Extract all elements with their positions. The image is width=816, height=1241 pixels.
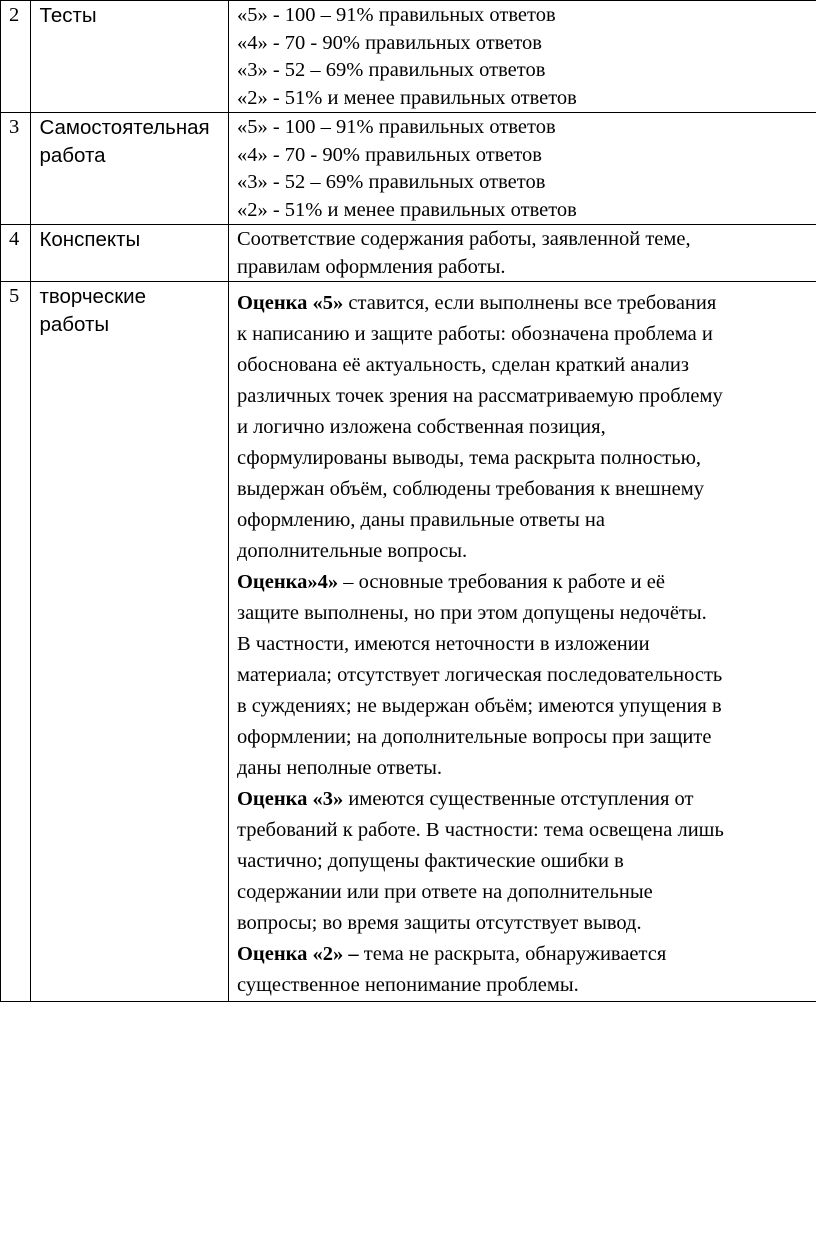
criteria-line: сформулированы выводы, тема раскрыта полностью, xyxy=(236,447,702,469)
row-title xyxy=(31,282,229,1002)
criteria-line: различных точек зрения на рассматриваемую проблему xyxy=(236,385,723,407)
grade-3-text: имеются существенные отступления от xyxy=(343,788,694,810)
table-row xyxy=(1,1,816,113)
grade-3-first-line xyxy=(237,784,816,815)
row-title-line: Самостоятельная xyxy=(39,116,210,139)
criteria-line: дополнительные вопросы. xyxy=(236,540,468,562)
row-number: 5 xyxy=(1,282,31,1002)
grade-4-first-line xyxy=(237,567,816,598)
criteria-line: «4» - 70 - 90% правильных ответов xyxy=(236,31,542,54)
row-number: 4 xyxy=(1,225,31,282)
criteria-line: защите выполнены, но при этом допущены недочёты. xyxy=(236,602,707,624)
criteria-line: «4» - 70 - 90% правильных ответов xyxy=(236,143,542,166)
criteria-line: материала; отсутствует логическая последовательность xyxy=(236,664,723,686)
criteria-line: «2» - 51% и менее правильных ответов xyxy=(236,198,577,221)
row-title-line: работы xyxy=(39,312,110,336)
criteria-cell xyxy=(228,113,816,225)
criteria-line: Соответствие содержания работы, заявленной теме, xyxy=(236,228,691,250)
criteria-line: в суждениях; не выдержан объём; имеются упущения в xyxy=(236,695,722,717)
grade-2-first-line xyxy=(237,939,816,970)
criteria-line: требований к работе. В частности: тема освещена лишь xyxy=(236,819,724,841)
criteria-line: «3» - 52 – 69% правильных ответов xyxy=(236,171,546,193)
criteria-line: «2» - 51% и менее правильных ответов xyxy=(236,86,577,109)
row-number: 2 xyxy=(1,1,31,113)
criteria-line: и логично изложена собственная позиция, xyxy=(236,416,606,438)
criteria-line: обоснована её актуальность, сделан краткий анализ xyxy=(236,354,689,376)
table-row xyxy=(1,225,816,282)
criteria-line: оформлению, даны правильные ответы на xyxy=(236,509,605,531)
criteria-cell xyxy=(228,1,816,113)
criteria-line: оформлении; на дополнительные вопросы при защите xyxy=(236,726,712,748)
grade-5-label: Оценка «5» xyxy=(236,292,344,314)
criteria-line: содержании или при ответе на дополнительные xyxy=(236,881,653,903)
criteria-line: существенное непонимание проблемы. xyxy=(236,974,579,996)
table-row xyxy=(1,113,816,225)
criteria-cell xyxy=(228,282,816,1002)
criteria-line: вопросы; во время защиты отсутствует вывод. xyxy=(236,912,642,934)
grade-5-text: ставится, если выполнены все требования xyxy=(343,292,717,314)
criteria-line: выдержан объём, соблюдены требования к внешнему xyxy=(236,478,704,500)
criteria-line: даны неполные ответы. xyxy=(236,757,443,779)
criteria-line: «5» - 100 – 91% правильных ответов xyxy=(236,4,556,26)
row-title-line: творческие xyxy=(39,285,147,308)
criteria-line: «3» - 52 – 69% правильных ответов xyxy=(236,59,546,81)
criteria-line: частично; допущены фактические ошибки в xyxy=(236,850,624,872)
row-title-line: работа xyxy=(39,143,106,167)
row-number: 3 xyxy=(1,113,31,225)
grade-2-text: тема не раскрыта, обнаруживается xyxy=(358,943,667,965)
grade-4-text: – основные требования к работе и её xyxy=(338,571,665,593)
row-title: Тесты xyxy=(31,1,229,113)
row-title xyxy=(31,113,229,225)
grade-5-first-line xyxy=(237,288,816,319)
table-row xyxy=(1,282,816,1002)
grade-3-label: Оценка «3» xyxy=(236,788,344,810)
criteria-line: В частности, имеются неточности в изложении xyxy=(236,633,650,655)
grade-2-label: Оценка «2» – xyxy=(236,943,359,965)
row-title: Конспекты xyxy=(31,225,229,282)
criteria-line: к написанию и защите работы: обозначена проблема и xyxy=(236,323,713,345)
grade-4-label: Оценка»4» xyxy=(236,571,339,593)
criteria-cell xyxy=(228,225,816,282)
criteria-line: правилам оформления работы. xyxy=(236,255,506,278)
criteria-line: «5» - 100 – 91% правильных ответов xyxy=(236,116,556,138)
